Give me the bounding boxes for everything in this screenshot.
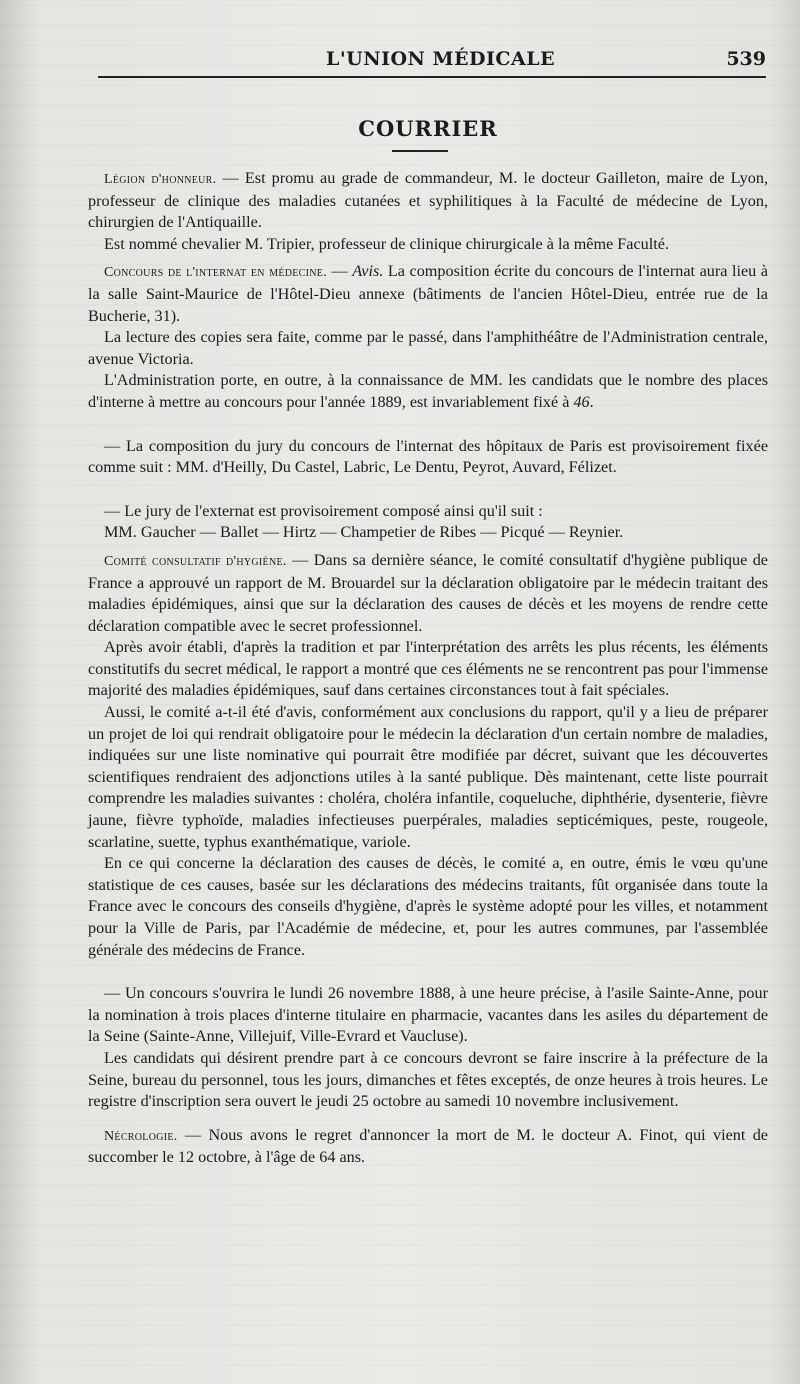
paragraph: En ce qui concerne la déclaration des causes de décès, le comité a, en outre, émis le vœu qu'une statistique de ces causes, basée sur les déclarations des médecins traitants, fût organisée dans toute la France avec le concours des conseils d'hygiène, d'après le système adopté pour les villes, et notamment pour la Ville de Paris, par l'Académie de médecine, et, pour les autres communes, par l'assemblée générale des médecins de France. [88, 854, 768, 959]
paragraph: La lecture des copies sera faite, comme par le passé, dans l'amphithéâtre de l'Administration centrale, avenue Victoria. [88, 328, 768, 368]
paragraph-jury-internat: — La composition du jury du concours de l'internat des hôpitaux de Paris est provisoirement fixée comme suit : MM. d'Heilly, Du Castel, Labric, Le Dentu, Peyrot, Auvard, Félizet. [88, 436, 768, 477]
paragraph: Aussi, le comité a-t-il été d'avis, conformément aux conclusions du rapport, qu'il y a lieu de préparer un projet de loi qui rendrait obligatoire pour le médecin la déclaration d'un certain nombre de maladies, indiquées sur une liste nominative qui pourrait être modifiée par décret, suivant que les découvertes scientifiques rendraient des adjonctions utiles à la santé publique. Dès maintenant, cette liste pourrait comprendre les maladies suivantes : choléra, choléra infantile, coqueluche, diphthérie, dysenterie, fièvre jaune, fièvre typhoïde, maladies infectieuses puerpérales, maladies septicémiques, peste, rougeole, scarlatine, suette, typhus exanthématique, variole. [88, 703, 768, 851]
paragraph-comite-hygiene: Comité consultatif d'hygiène. — Dans sa dernière séance, le comité consultatif d'hygiène publique de France a approuvé un rapport de M. Brouardel sur la déclaration obligatoire par le médecin traitant des maladies épidémiques, ainsi que sur la déclaration des causes de décès et les moyens de rendre cette déclaration compatible avec le secret professionnel. [88, 550, 768, 635]
header-rule [98, 76, 766, 78]
running-header [98, 44, 766, 78]
paragraph-necrologie: Nécrologie. — Nous avons le regret d'annoncer la mort de M. le docteur A. Finot, qui vient de succomber le 12 octobre, à l'âge de 64 ans. [88, 1125, 768, 1167]
paragraph-lead: Comité consultatif d'hygiène. [104, 553, 287, 569]
paragraph: Les candidats qui désirent prendre part à ce concours devront se faire inscrire à la préfecture de la Seine, bureau du personnel, tous les jours, dimanches et fêtes exceptés, de onze heures à trois heures. Le registre d'inscription sera ouvert le jeudi 25 octobre au samedi 10 novembre inclusivement. [88, 1048, 768, 1111]
paragraph-jury-members: MM. Gaucher — Ballet — Hirtz — Champetier de Ribes — Picqué — Reynier. [104, 523, 624, 542]
paragraph-jury-externat: — Le jury de l'externat est provisoirement composé ainsi qu'il suit : [104, 501, 543, 520]
section-rule [392, 150, 448, 152]
article-body [88, 168, 768, 1169]
journal-title: L'UNION MÉDICALE [326, 48, 556, 70]
paragraph-legion-honneur: Légion d'honneur. — Est promu au grade de commandeur, M. le docteur Gailleton, maire de Lyon, professeur de clinique des maladies cutanées et syphilitiques à la Faculté de médecine de Lyon, chirurgien de l'Antiquaille. [88, 169, 769, 232]
page-number: 539 [726, 48, 766, 70]
paragraph: Après avoir établi, d'après la tradition et par l'interprétation des arrêts les plus récents, les éléments constitutifs du secret médical, le rapport a montré que ces éléments ne se rencontrent pas pour l'immense majorité des maladies épidémiques, sauf dans certaines circonstances tout à fait spéciales. [88, 638, 768, 700]
paragraph-concours-internat: Concours de l'internat en médecine. — Avis. La composition écrite du concours de l'internat aura lieu à la salle Saint-Maurice de l'Hôtel-Dieu annexe (bâtiments de l'ancien Hôtel-Dieu, entrée rue de la Bucherie, 31). [88, 262, 768, 325]
paragraph-lead: Nécrologie. [104, 1128, 178, 1144]
paragraph-lead: Concours de l'internat en médecine. [104, 265, 327, 281]
section-title: COURRIER [358, 116, 498, 141]
paragraph-lead: Légion d'honneur. [104, 172, 217, 187]
paragraph-concours-pharmacie: — Un concours s'ouvrira le lundi 26 novembre 1888, à une heure précise, à l'asile Sainte-Anne, pour la nomination à trois places d'interne titulaire en pharmacie, vacantes dans les asiles du département de la Seine (Sainte-Anne, Villejuif, Ville-Evrard et Vaucluse). [88, 984, 768, 1046]
paragraph: Est nommé chevalier M. Tripier, professeur de clinique chirurgicale à la même Faculté. [104, 234, 669, 253]
paragraph: L'Administration porte, en outre, à la connaissance de MM. les candidats que le nombre des places d'interne à mettre au concours pour l'année 1889, est invariablement fixé à 46. [88, 371, 768, 411]
